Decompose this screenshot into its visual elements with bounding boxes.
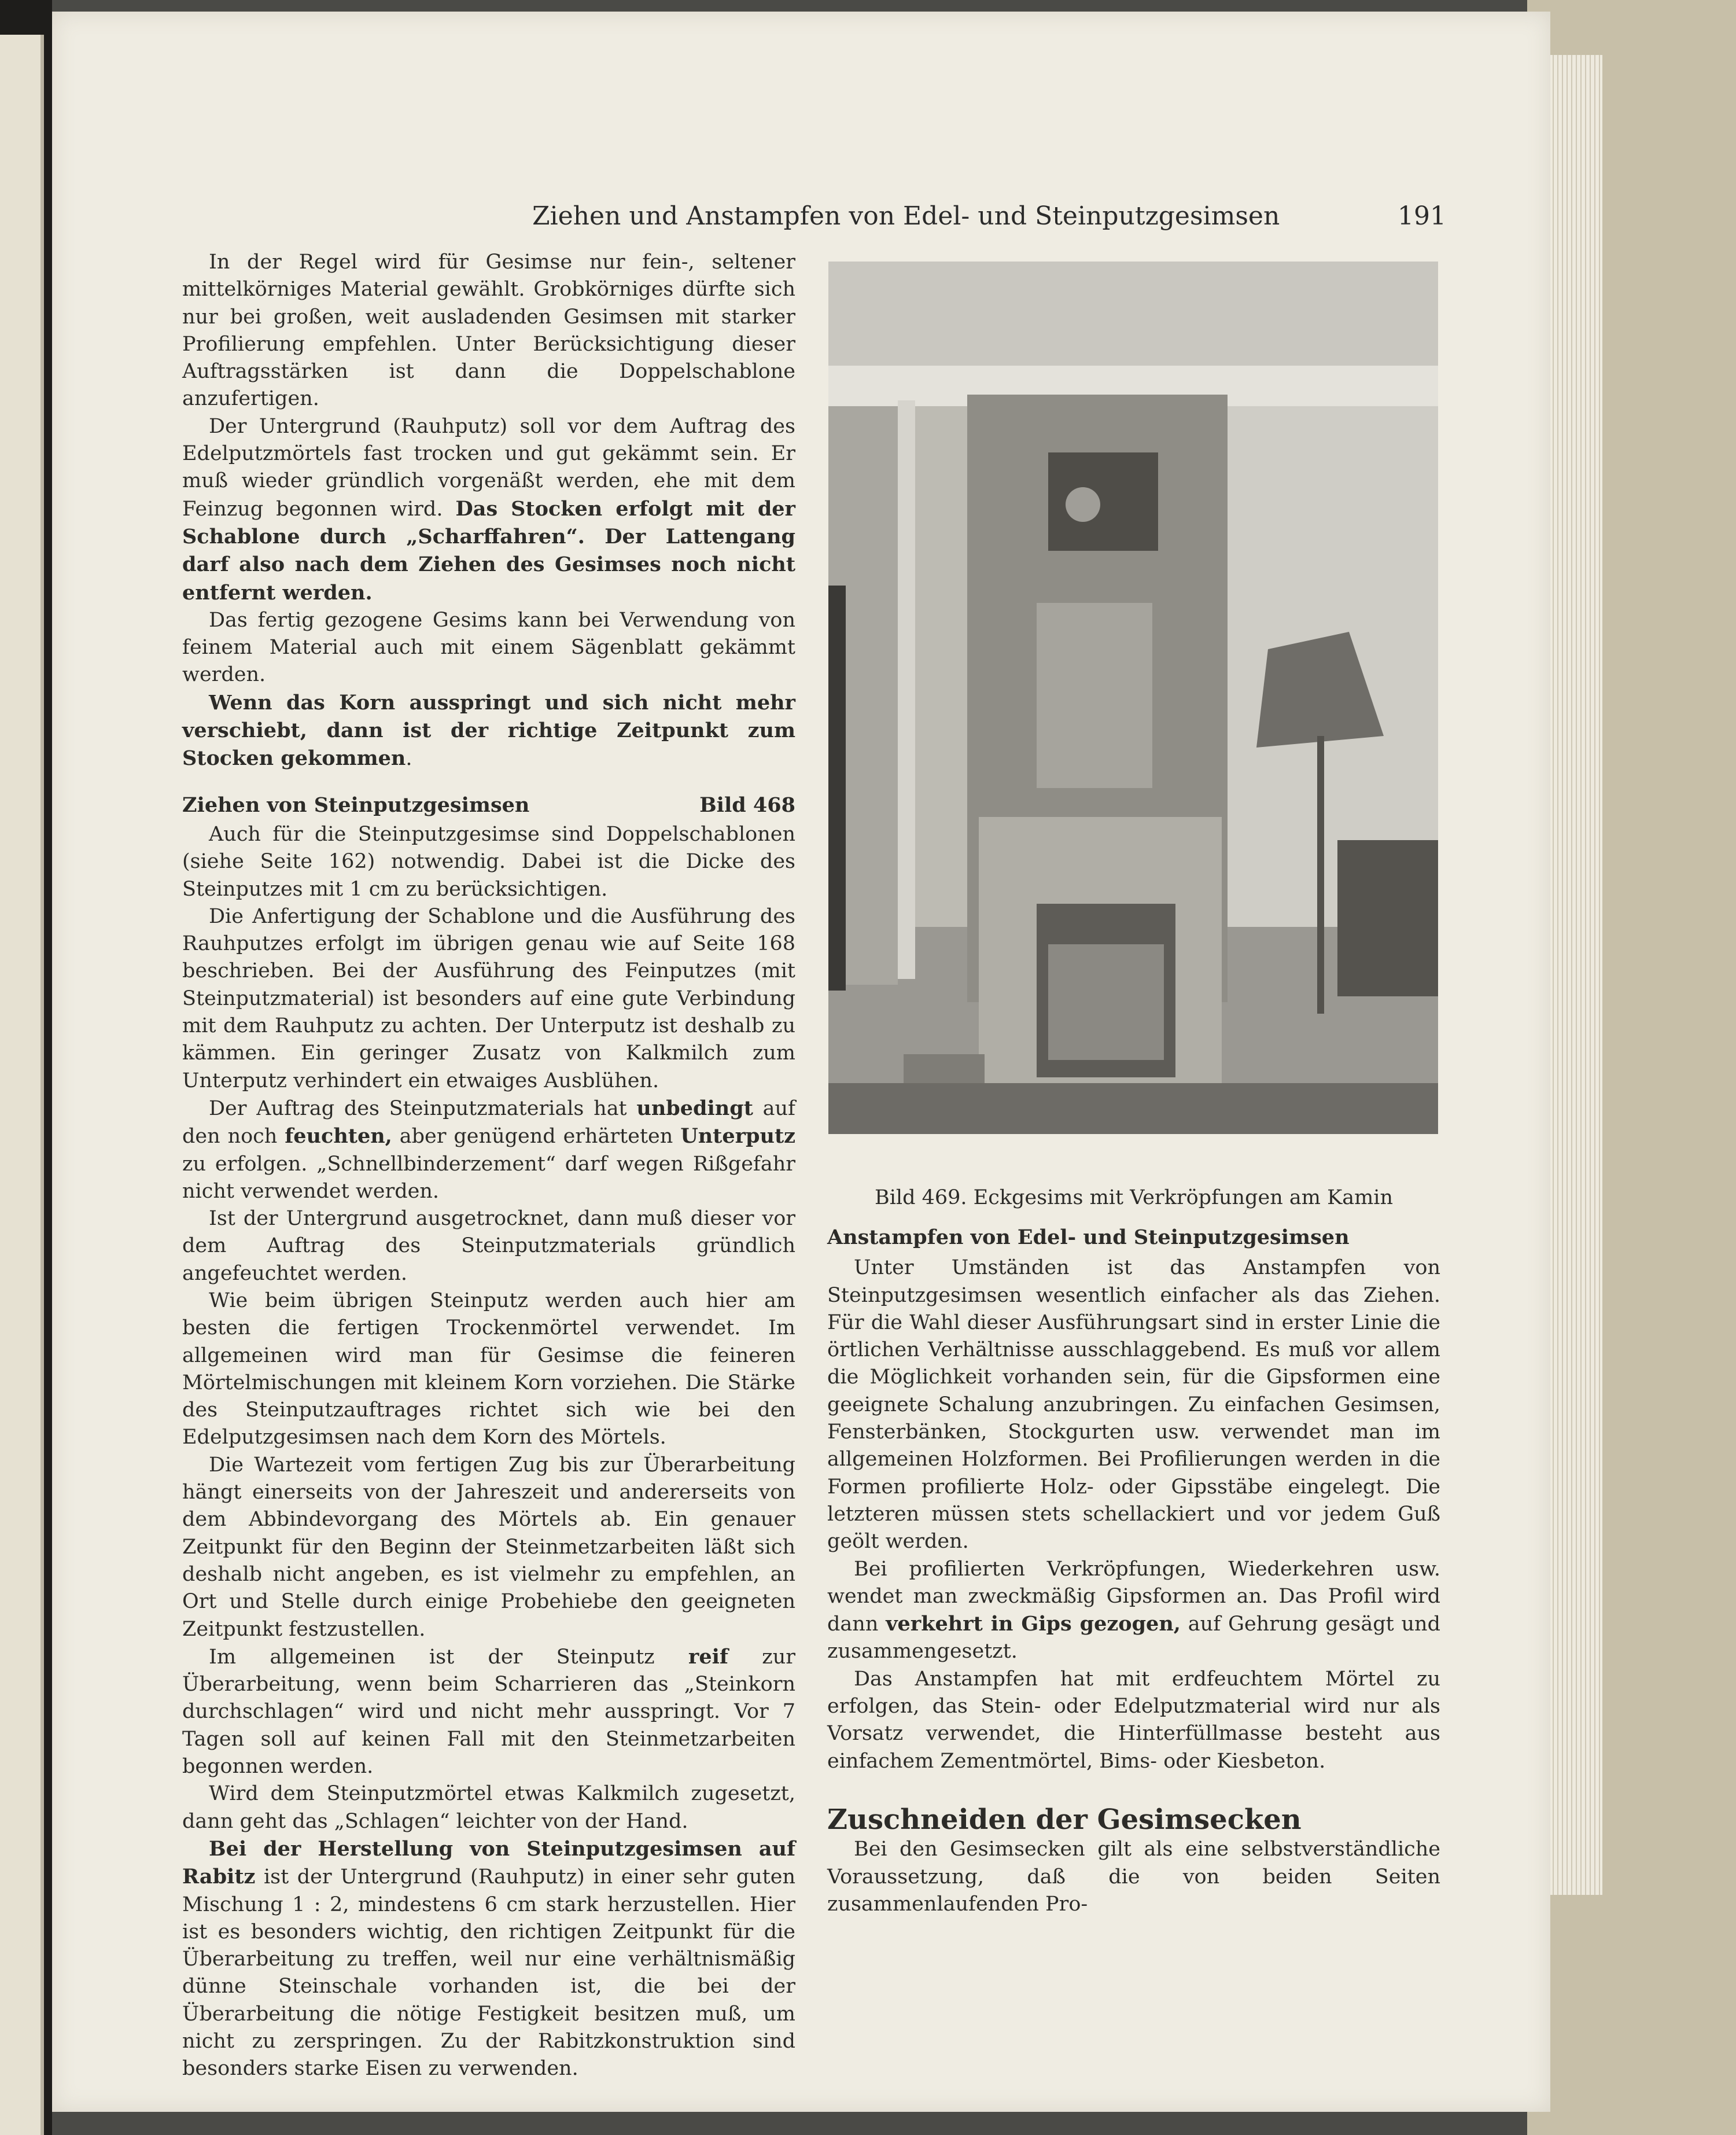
paragraph: [182, 1835, 795, 2083]
paragraph: [827, 1556, 1440, 1666]
paragraph: Die Wartezeit vom fertigen Zug bis zur Überarbeitung hängt einerseits von der Jahreszeit und andererseits von dem Abbindevorgang des Mörtels ab. Ein genauer Zeitpunkt für den Beginn der Steinmetzarbeiten läßt sich deshalb nicht angeben, es ist vielmehr zu empfehlen, an Ort und Stelle durch einige Probehiebe den geeigneten Zeitpunkt festzustellen.: [182, 1453, 795, 1641]
paragraph: [182, 1643, 795, 1780]
paragraph: Wird dem Steinputzmörtel etwas Kalkmilch zugesetzt, dann geht das „Schlagen“ leichter von der Hand.: [182, 1782, 795, 1833]
book-page: [52, 12, 1550, 2112]
bold-text: feuchten,: [285, 1124, 392, 1149]
section-heading: [182, 792, 795, 819]
text-run: zur Überarbeitung, wenn beim Scharrieren das „Steinkorn durchschlagen“ wird und nicht mehr ausspringt. Vor 7 Tagen soll auf keinen Fall mit den Steinmetzarbeiten begonnen werden.: [182, 1645, 796, 1779]
paragraph: Wie beim übrigen Steinputz werden auch hier am besten die fertigen Trockenmörtel verwendet. Im allgemeinen wird man für Gesimse die feineren Mörtelmischungen mit kleinem Korn vorziehen. Die Stärke des Steinputzauftrages richtet sich wie bei den Edelputzgesimsen nach dem Korn des Mörtels.: [182, 1289, 795, 1449]
text-run: .: [406, 747, 412, 771]
paragraph: Die Anfertigung der Schablone und die Ausführung des Rauhputzes erfolgt im übrigen genau wie auf Seite 168 beschrieben. Bei der Ausführung des Feinputzes (mit Steinputzmaterial) ist besonders auf eine gute Verbindung mit dem Rauhputz zu achten. Der Unterputz ist deshalb zu kämmen. Ein geringer Zusatz von Kalkmilch zum Unterputz verhindert ein etwaiges Ausblühen.: [182, 904, 795, 1092]
bold-text: unbedingt: [636, 1096, 753, 1120]
heading-figure-ref: Bild 468: [699, 793, 795, 817]
previous-page-edge: [0, 35, 44, 2135]
paragraph: [182, 1095, 795, 1205]
paragraph: Das fertig gezogene Gesims kann bei Verwendung von feinem Material auch mit einem Sägenblatt gekämmt werden.: [182, 608, 795, 687]
text-run: Im allgemeinen ist der Steinputz: [209, 1645, 688, 1669]
paragraph: In der Regel wird für Gesimse nur fein-, seltener mittelkörniges Material gewählt. Grobkörniges dürfte sich nur bei großen, weit ausladenden Gesimsen mit starker Profilierung empfehlen. Unter Berücksichtigung dieser Auftragsstärken ist dann die Doppelschablone anzufertigen.: [182, 251, 795, 411]
figure-caption: Bild 469. Eckgesims mit Verkröpfungen am Kamin: [874, 1186, 1394, 1209]
bold-text: verkehrt in Gips gezogen,: [886, 1612, 1181, 1636]
paragraph: Ist der Untergrund ausgetrocknet, dann muß dieser vor dem Auftrag des Steinputzmaterials gründlich angefeuchtet werden.: [182, 1207, 795, 1285]
left-column: [182, 249, 795, 2083]
right-column: [827, 1224, 1440, 1918]
bold-text: Wenn das Korn ausspringt und sich nicht mehr verschiebt, dann ist der richtige Zeitpunkt zum Stocken gekommen: [182, 690, 795, 771]
paragraph: Auch für die Steinputzgesimse sind Doppelschablonen (siehe Seite 162) notwendig. Dabei ist die Dicke des Steinputzes mit 1 cm zu berücksichtigen.: [182, 822, 795, 901]
section-heading-large: Zuschneiden der Gesimsecken: [827, 1803, 1302, 1836]
page-number: 191: [1398, 201, 1446, 231]
figure-photo-fireplace: [828, 262, 1438, 1134]
bold-text: Bei der Herstellung von Steinputzgesimsen auf Rabitz: [182, 1836, 795, 1889]
bold-text: reif: [688, 1644, 728, 1669]
bold-text: Das Stocken erfolgt mit der Schablone durch „Scharffahren“. Der Lattengang darf also nach dem Ziehen des Gesimses noch nicht entfernt werden.: [182, 496, 795, 605]
header-title: Ziehen und Anstampfen von Edel- und Steinputzgesimsen: [532, 201, 1280, 231]
paragraph: Bei den Gesimsecken gilt als eine selbstverständliche Voraussetzung, daß die von beiden Seiten zusammenlaufenden Pro-: [827, 1838, 1440, 1916]
text-run: Der Untergrund (Rauhputz) soll vor dem Auftrag des Edelputzmörtels fast trocken und gut gekämmt sein. Er muß wieder gründlich vorgenäßt werden, ehe mit dem Feinzug begonnen wird.: [182, 414, 795, 521]
text-run: auf Gehrung gesägt und zusammengesetzt.: [827, 1613, 1440, 1663]
paragraph: Das Anstampfen hat mit erdfeuchtem Mörtel zu erfolgen, das Stein- oder Edelputzmaterial wird nur als Vorsatz verwendet, die Hinterfüllmasse besteht aus einfachem Zementmörtel, Bims- oder Kiesbeton.: [827, 1667, 1440, 1773]
text-run: auf den noch: [182, 1096, 795, 1149]
paragraph: [182, 413, 795, 607]
text-run: aber genügend erhärteten: [392, 1125, 681, 1149]
paragraph: Unter Umständen ist das Anstampfen von Steinputzgesimsen wesentlich einfacher als das Ziehen. Für die Wahl dieser Ausführungsart sind in erster Linie die örtlichen Verhältnisse ausschlaggebend. Es muß vor allem die Möglichkeit vorhanden sein, für die Gipsformen eine geeignete Schalung anzubringen. Zu einfachen Gesimsen, Fensterbänken, Stockgurten usw. verwendet man im allgemeinen Holzformen. Bei Profilierungen werden in die Formen profilierte Holz- oder Gipsstäbe eingelegt. Die letzteren müssen stets schellackiert und vor jedem Guß geölt werden.: [827, 1256, 1440, 1554]
bold-text: Unterputz: [680, 1124, 795, 1149]
text-run: ist der Untergrund (Rauhputz) in einer sehr guten Mischung 1 : 2, mindestens 6 cm stark herzustellen. Hier ist es besonders wichtig, den richtigen Zeitpunkt für die Überarbeitung zu treffen, weil nur eine verhältnismäßig dünne Steinschale vorhanden ist, die bei der Überarbeitung die nötige Festigkeit besitzen muß, um nicht zu zerspringen. Zu der Rabitzkonstruktion sind besonders starke Eisen zu verwenden.: [182, 1865, 795, 2081]
section-heading: Anstampfen von Edel- und Steinputzgesimsen: [827, 1225, 1350, 1249]
heading-title: Ziehen von Steinputzgesimsen: [182, 793, 530, 817]
paragraph: [182, 689, 795, 773]
text-run: zu erfolgen. „Schnellbinderzement“ darf wegen Rißgefahr nicht verwendet werden.: [182, 1152, 795, 1203]
text-run: Der Auftrag des Steinputzmaterials hat: [209, 1096, 637, 1120]
fireplace-illustration: [828, 262, 1438, 1134]
text-run: Bei profilierten Verkröpfungen, Wiederkehren usw. wendet man zweckmäßig Gipsformen an. Das Profil wird dann: [827, 1557, 1440, 1636]
